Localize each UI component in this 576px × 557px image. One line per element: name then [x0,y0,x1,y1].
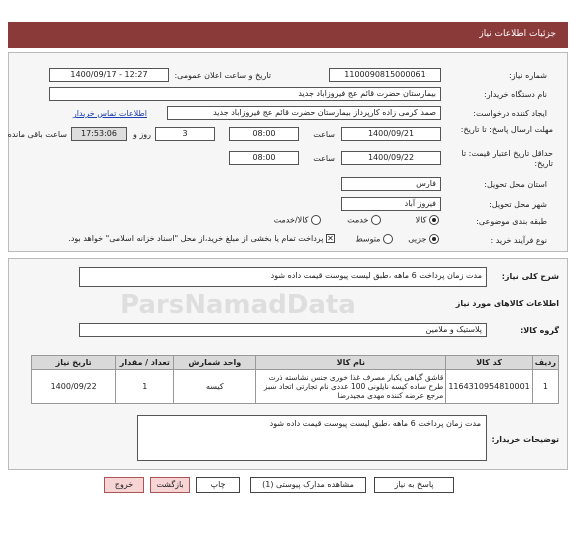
buyer-org-field: بیمارستان حضرت قائم عج فیروزاباد جدید [49,87,441,101]
city-label: شهر محل تحویل: [489,200,547,209]
validity-time-label: ساعت [313,154,335,163]
announce-label: تاریخ و ساعت اعلان عمومی: [174,71,271,80]
category-option-goods[interactable]: کالا [416,215,439,225]
summary-field: مدت زمان پرداخت 6 ماهه ،طبق لیست پیوست قیمت داده شود [79,267,487,287]
deadline-label: مهلت ارسال پاسخ: تا تاریخ: [460,125,553,134]
print-button[interactable]: چاپ [196,477,240,493]
category-option-service[interactable]: خدمت [347,215,381,225]
col-qty: تعداد / مقدار [116,356,174,370]
page-title-bar [8,22,568,48]
goods-group-field: پلاستیک و ملامین [79,323,487,337]
deadline-date-field: 1400/09/21 [341,127,441,141]
goods-table [31,355,559,404]
cell-unit: کیسه [174,370,256,404]
cell-code: 1164310954810001 [446,370,532,404]
category-label: طبقه بندی موضوعی: [476,217,547,226]
need-number-field: 1100090815000061 [329,68,441,82]
col-row: ردیف [532,356,558,370]
days-label: روز و [133,130,151,139]
cell-qty: 1 [116,370,174,404]
radio-icon [371,215,381,225]
watermark-logo: ParsNamadData [120,290,356,320]
treasury-payment-checkbox[interactable]: ✕ پرداخت تمام یا بخشی از مبلغ خرید،از محل "اسناد خزانه اسلامی" خواهد بود. [68,234,334,243]
view-attachments-button[interactable]: مشاهده مدارک پیوستی (1) [250,477,366,493]
buyer-org-label: نام دستگاه خریدار: [484,90,547,99]
city-field: فیروز آباد [341,197,441,211]
back-button[interactable]: بازگشت [150,477,190,493]
col-date: تاریخ نیاز [32,356,116,370]
province-field: فارس [341,177,441,191]
deadline-time-label: ساعت [313,130,335,139]
buyer-notes-label: توضیحات خریدار: [491,435,559,444]
process-option-medium[interactable]: متوسط [355,234,393,244]
province-label: استان محل تحویل: [484,180,547,189]
exit-button[interactable]: خروج [104,477,144,493]
validity-time-field: 08:00 [229,151,299,165]
cell-name: قاشق گیاهی یکبار مصرف غذا خوری جنس نشاسته ذرت طرح ساده کیسه نایلونی 100 عددی نام تجارتی اتحاد سبز مرجع عرضه کننده مهدی مجیدرضا [256,370,446,404]
table-row [32,370,559,404]
goods-section-title: اطلاعات کالاهای مورد نیاز [455,299,559,308]
validity-date-field: 1400/09/22 [341,151,441,165]
radio-selected-icon [429,234,439,244]
checkbox-x-icon: ✕ [327,234,334,243]
radio-icon [383,234,393,244]
radio-selected-icon [429,215,439,225]
goods-group-label: گروه کالا: [520,326,559,335]
validity-label: حداقل تاریخ اعتبار قیمت: تا تاریخ: [461,149,553,168]
radio-icon [311,215,321,225]
need-number-label: شماره نیاز: [509,71,547,80]
col-unit: واحد شمارش [174,356,256,370]
buyer-contact-link[interactable]: اطلاعات تماس خریدار [72,109,147,118]
goods-panel [8,258,568,470]
summary-label: شرح کلی نیاز: [501,272,559,281]
need-info-panel [8,52,568,252]
col-code: کد کالا [446,356,532,370]
remaining-label: ساعت باقی مانده [7,130,67,139]
remaining-time-field: 17:53:06 [71,127,127,141]
category-option-goods-service[interactable]: کالا/خدمت [274,215,321,225]
deadline-time-field: 08:00 [229,127,299,141]
cell-date: 1400/09/22 [32,370,116,404]
announce-field: 1400/09/17 - 12:27 [49,68,169,82]
requester-field: صمد کرمی زاده کارپرداز بیمارستان حضرت قائم عج فیروزاباد جدید [167,106,441,120]
reply-button[interactable]: پاسخ به نیاز [374,477,454,493]
page-title: جزئیات اطلاعات نیاز [479,29,556,39]
requester-label: ایجاد کننده درخواست: [473,109,547,118]
days-field: 3 [155,127,215,141]
process-option-minor[interactable]: جزیی [408,234,439,244]
buyer-notes-field: مدت زمان پرداخت 6 ماهه ،طبق لیست پیوست قیمت داده شود [137,415,487,461]
cell-row: 1 [532,370,558,404]
process-label: نوع فرآیند خرید : [490,236,547,245]
col-name: نام کالا [256,356,446,370]
